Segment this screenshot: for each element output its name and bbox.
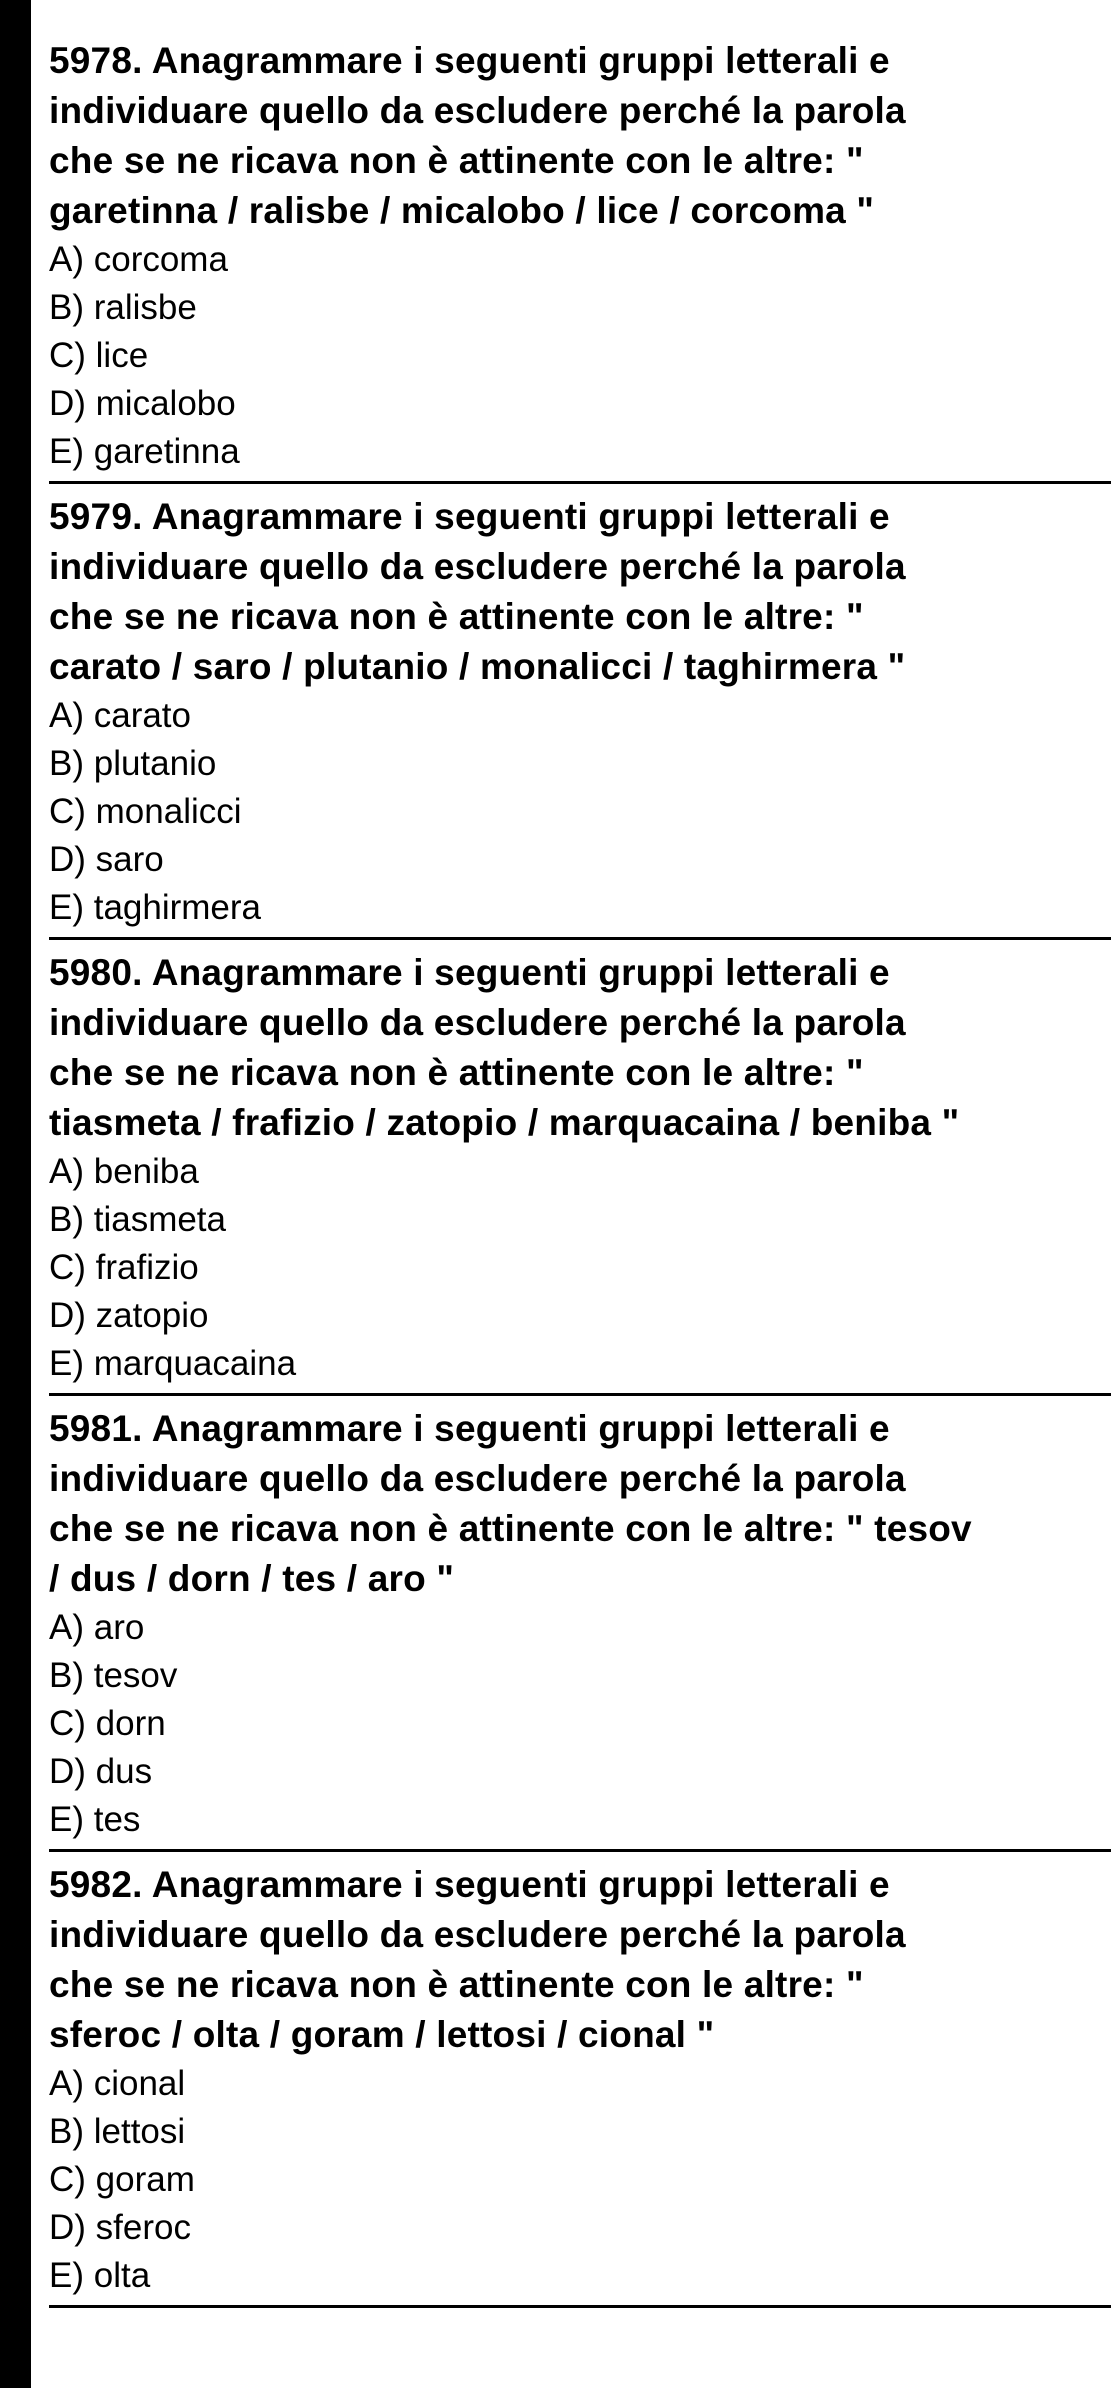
question-line: carato / saro / plutanio / monalicci / taghirmera " bbox=[49, 646, 906, 687]
option-a: A) carato bbox=[49, 696, 191, 735]
question-line: 5982. Anagrammare i seguenti gruppi letterali e bbox=[49, 1864, 890, 1905]
option-c: C) goram bbox=[49, 2160, 195, 2199]
answer-options bbox=[49, 1604, 1109, 1844]
question-line: tiasmeta / frafizio / zatopio / marquacaina / beniba " bbox=[49, 1102, 960, 1143]
option-d: D) micalobo bbox=[49, 384, 236, 423]
question-line: che se ne ricava non è attinente con le altre: " bbox=[49, 1964, 864, 2005]
question-list bbox=[49, 36, 1109, 2316]
question-line: che se ne ricava non è attinente con le altre: " bbox=[49, 140, 864, 181]
answer-options bbox=[49, 236, 1109, 476]
question-line: 5978. Anagrammare i seguenti gruppi letterali e bbox=[49, 40, 890, 81]
question-line: individuare quello da escludere perché la parola bbox=[49, 546, 906, 587]
question-text bbox=[49, 1860, 1109, 2060]
option-b: B) plutanio bbox=[49, 744, 217, 783]
option-e: E) olta bbox=[49, 2256, 151, 2295]
divider-line bbox=[49, 1393, 1111, 1396]
option-c: C) frafizio bbox=[49, 1248, 199, 1287]
option-a: A) cional bbox=[49, 2064, 186, 2103]
question-line: individuare quello da escludere perché la parola bbox=[49, 90, 906, 131]
question-text bbox=[49, 1404, 1109, 1604]
option-b: B) tiasmeta bbox=[49, 1200, 226, 1239]
option-d: D) dus bbox=[49, 1752, 153, 1791]
question-line: / dus / dorn / tes / aro " bbox=[49, 1558, 455, 1599]
option-e: E) marquacaina bbox=[49, 1344, 297, 1383]
question-line: individuare quello da escludere perché la parola bbox=[49, 1914, 906, 1955]
option-d: D) zatopio bbox=[49, 1296, 209, 1335]
option-d: D) saro bbox=[49, 840, 164, 879]
answer-options bbox=[49, 1148, 1109, 1388]
question-line: 5980. Anagrammare i seguenti gruppi letterali e bbox=[49, 952, 890, 993]
option-a: A) corcoma bbox=[49, 240, 228, 279]
question-line: che se ne ricava non è attinente con le altre: " bbox=[49, 1052, 864, 1093]
question-line: individuare quello da escludere perché la parola bbox=[49, 1002, 906, 1043]
divider-line bbox=[49, 1849, 1111, 1852]
question-5978 bbox=[49, 36, 1109, 484]
option-b: B) ralisbe bbox=[49, 288, 197, 327]
answer-options bbox=[49, 2060, 1109, 2300]
divider-line bbox=[49, 481, 1111, 484]
question-5980 bbox=[49, 948, 1109, 1396]
question-text bbox=[49, 36, 1109, 236]
option-e: E) taghirmera bbox=[49, 888, 262, 927]
divider-line bbox=[49, 2305, 1111, 2308]
option-a: A) aro bbox=[49, 1608, 145, 1647]
option-c: C) dorn bbox=[49, 1704, 166, 1743]
question-5979 bbox=[49, 492, 1109, 940]
option-c: C) lice bbox=[49, 336, 149, 375]
option-b: B) lettosi bbox=[49, 2112, 186, 2151]
question-line: individuare quello da escludere perché la parola bbox=[49, 1458, 906, 1499]
question-text bbox=[49, 948, 1109, 1148]
question-line: 5979. Anagrammare i seguenti gruppi letterali e bbox=[49, 496, 890, 537]
option-a: A) beniba bbox=[49, 1152, 199, 1191]
divider-line bbox=[49, 937, 1111, 940]
question-line: che se ne ricava non è attinente con le altre: " tesov bbox=[49, 1508, 972, 1549]
option-b: B) tesov bbox=[49, 1656, 178, 1695]
option-c: C) monalicci bbox=[49, 792, 242, 831]
document-page bbox=[31, 0, 1119, 2388]
option-e: E) garetinna bbox=[49, 432, 240, 471]
question-line: garetinna / ralisbe / micalobo / lice / corcoma " bbox=[49, 190, 875, 231]
option-e: E) tes bbox=[49, 1800, 141, 1839]
question-5981 bbox=[49, 1404, 1109, 1852]
question-line: che se ne ricava non è attinente con le altre: " bbox=[49, 596, 864, 637]
question-5982 bbox=[49, 1860, 1109, 2308]
question-line: sferoc / olta / goram / lettosi / cional " bbox=[49, 2014, 715, 2055]
answer-options bbox=[49, 692, 1109, 932]
option-d: D) sferoc bbox=[49, 2208, 191, 2247]
question-text bbox=[49, 492, 1109, 692]
question-line: 5981. Anagrammare i seguenti gruppi letterali e bbox=[49, 1408, 890, 1449]
